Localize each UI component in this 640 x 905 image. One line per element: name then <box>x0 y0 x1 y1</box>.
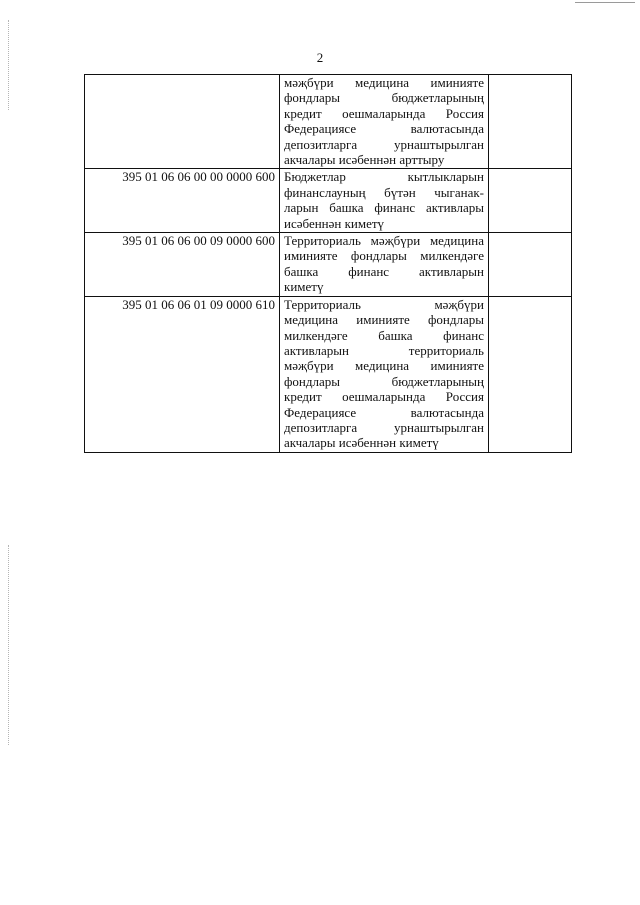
name-line: башка финанс активларын <box>284 263 484 279</box>
name-line: фондлары бюджетларының <box>284 373 484 389</box>
name-cell <box>280 296 489 452</box>
name-line: ларын башка финанс активлары <box>284 200 484 216</box>
table-row <box>85 233 572 297</box>
table-body <box>85 75 572 453</box>
name-line: депозитларга урнаштырылган <box>284 419 484 435</box>
name-cell <box>280 75 489 169</box>
amount-cell <box>489 233 572 297</box>
name-line: Федерациясе валютасында <box>284 404 484 420</box>
amount-cell <box>489 169 572 233</box>
name-cell <box>280 169 489 233</box>
scan-edge-dots <box>8 545 10 745</box>
scan-edge-dots <box>8 20 10 110</box>
name-line: акчалары исәбеннән киметү <box>284 435 439 451</box>
code-cell: 395 01 06 06 00 00 0000 600 <box>85 169 280 233</box>
name-line: медицина иминияте фондлары <box>284 312 484 328</box>
name-line: акчалары исәбеннән арттыру <box>284 152 445 168</box>
name-line: иминияте фондлары милкендәге <box>284 248 484 264</box>
name-line: Территориаль мәҗбүри <box>284 296 484 312</box>
name-line: киметү <box>284 279 324 295</box>
amount-cell <box>489 296 572 452</box>
table-row <box>85 75 572 169</box>
name-line: активларын территориаль <box>284 342 484 358</box>
name-line: милкендәге башка финанс <box>284 327 484 343</box>
scan-edge-mark <box>575 2 635 3</box>
name-line: Федерациясе валютасында <box>284 121 484 137</box>
table-row <box>85 296 572 452</box>
name-line: исәбеннән киметү <box>284 215 385 231</box>
name-cell <box>280 233 489 297</box>
table-row <box>85 169 572 233</box>
name-line: мәҗбүри медицина иминияте <box>284 358 484 374</box>
budget-table <box>84 74 572 453</box>
name-line: депозитларга урнаштырылган <box>284 136 484 152</box>
name-line: Бюджетлар кытлыкларын <box>284 169 484 185</box>
name-line: фондлары бюджетларының <box>284 90 484 106</box>
code-cell: 395 01 06 06 00 09 0000 600 <box>85 233 280 297</box>
amount-cell <box>489 75 572 169</box>
name-line: кредит оешмаларында Россия <box>284 105 484 121</box>
name-line: финанслауның бүтән чыганак- <box>284 184 484 200</box>
code-cell <box>85 75 280 169</box>
name-line: Территориаль мәҗбүри медицина <box>284 233 484 249</box>
name-line: мәҗбүри медицина иминияте <box>284 75 484 90</box>
page-number: 2 <box>316 50 324 65</box>
name-line: кредит оешмаларында Россия <box>284 389 484 405</box>
code-cell: 395 01 06 06 01 09 0000 610 <box>85 296 280 452</box>
